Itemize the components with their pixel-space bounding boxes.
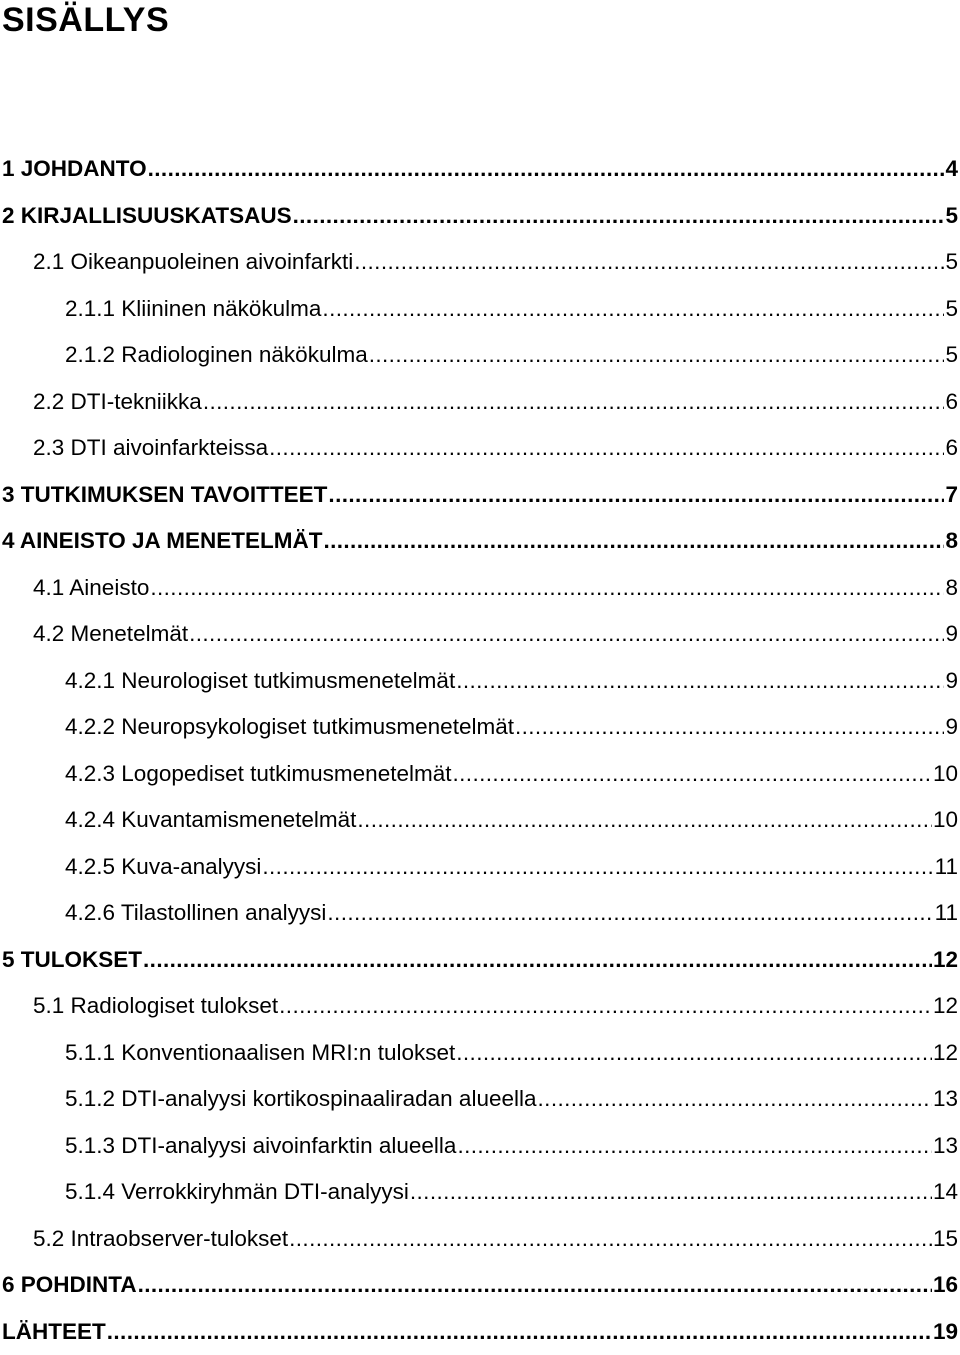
dot-leader [293,193,945,240]
toc-entry-label: 2.1.2 Radiologinen näkökulma [65,332,368,379]
toc-entry[interactable] [0,1216,958,1263]
dot-leader [452,751,931,798]
toc-entry-label: 5.1.1 Konventionaalisen MRI:n tulokset [65,1030,455,1077]
dot-leader [107,1309,932,1355]
toc-entry-label: 2 KIRJALLISUUSKATSAUS [2,193,292,240]
toc-entry[interactable] [0,1123,958,1170]
toc-entry[interactable] [0,611,958,658]
toc-entry[interactable] [0,425,958,472]
toc-entry-label: 4.2.1 Neurologiset tutkimusmenetelmät [65,658,455,705]
toc-entry[interactable] [0,704,958,751]
toc-entry[interactable] [0,332,958,379]
toc-entry-label: 3 TUTKIMUKSEN TAVOITTEET [2,472,327,519]
toc-entry[interactable] [0,379,958,426]
toc-entry[interactable] [0,1030,958,1077]
toc-entry-page-number: 9 [945,704,958,751]
toc-entry-page-number: 11 [935,890,958,937]
toc-entry-page-number: 19 [933,1309,958,1355]
toc-entry-label: 2.1 Oikeanpuoleinen aivoinfarkti [33,239,353,286]
toc-entry-page-number: 9 [945,611,958,658]
toc-entry[interactable] [0,193,958,240]
toc-entry-page-number: 12 [933,983,958,1030]
toc-entry-label: 5.2 Intraobserver-tulokset [33,1216,288,1263]
dot-leader [322,286,944,333]
dot-leader [269,425,944,472]
toc-entry-label: 4 AINEISTO JA MENETELMÄT [2,518,322,565]
toc-entry-page-number: 6 [945,379,958,426]
toc-entry-page-number: 6 [945,425,958,472]
dot-leader [354,239,944,286]
dot-leader [203,379,945,426]
toc-entry[interactable] [0,658,958,705]
dot-leader [189,611,944,658]
toc-entry-label: 5.1.3 DTI-analyysi aivoinfarktin alueella [65,1123,456,1170]
toc-entry-label: 4.2.6 Tilastollinen analyysi [65,890,326,937]
toc-entry-label: 6 POHDINTA [2,1262,137,1309]
toc-entry-page-number: 13 [933,1123,958,1170]
toc-entry-label: 4.2 Menetelmät [33,611,188,658]
toc-entry-label: 5.1.4 Verrokkiryhmän DTI-analyysi [65,1169,409,1216]
toc-entry-page-number: 9 [945,658,958,705]
toc-entry[interactable] [0,1169,958,1216]
toc-entry-page-number: 11 [935,844,958,891]
toc-entry[interactable] [0,890,958,937]
toc-entry-page-number: 12 [933,1030,958,1077]
toc-entry-label: 1 JOHDANTO [2,146,147,193]
dot-leader [148,146,945,193]
toc-entry-label: 5.1.2 DTI-analyysi kortikospinaaliradan alueella [65,1076,537,1123]
dot-leader [457,1123,932,1170]
toc-entry-page-number: 7 [945,472,958,519]
toc-entry[interactable] [0,937,958,984]
dot-leader [323,518,944,565]
toc-entry[interactable] [0,844,958,891]
toc-entry-label: 5.1 Radiologiset tulokset [33,983,278,1030]
toc-entry-label: 4.2.4 Kuvantamismenetelmät [65,797,356,844]
dot-leader [456,658,944,705]
toc-entry-page-number: 16 [933,1262,958,1309]
toc-entry-page-number: 14 [933,1169,958,1216]
toc-entry-page-number: 8 [945,518,958,565]
dot-leader [357,797,932,844]
dot-leader [410,1169,932,1216]
toc-entry[interactable] [0,518,958,565]
toc-entry-label: 5 TULOKSET [2,937,142,984]
table-of-contents [0,146,958,1355]
dot-leader [456,1030,932,1077]
dot-leader [538,1076,932,1123]
toc-entry-label: 4.1 Aineisto [33,565,149,612]
toc-entry-label: 4.2.2 Neuropsykologiset tutkimusmenetelmät [65,704,514,751]
dot-leader [150,565,944,612]
page-title: SISÄLLYS [2,0,169,40]
toc-entry-page-number: 13 [933,1076,958,1123]
toc-entry-page-number: 8 [945,565,958,612]
toc-entry-page-number: 10 [933,797,958,844]
toc-entry-label: 4.2.3 Logopediset tutkimusmenetelmät [65,751,451,798]
toc-entry[interactable] [0,751,958,798]
toc-entry[interactable] [0,286,958,333]
dot-leader [328,472,944,519]
dot-leader [143,937,932,984]
dot-leader [515,704,945,751]
toc-entry-page-number: 10 [933,751,958,798]
toc-entry[interactable] [0,239,958,286]
toc-entry-page-number: 15 [933,1216,958,1263]
toc-entry[interactable] [0,1262,958,1309]
dot-leader [262,844,933,891]
toc-entry-label: LÄHTEET [2,1309,106,1355]
toc-entry[interactable] [0,983,958,1030]
toc-entry[interactable] [0,565,958,612]
toc-entry-label: 2.2 DTI-tekniikka [33,379,202,426]
dot-leader [289,1216,932,1263]
dot-leader [327,890,933,937]
dot-leader [369,332,945,379]
toc-entry[interactable] [0,1309,958,1355]
toc-entry[interactable] [0,797,958,844]
toc-entry-label: 2.3 DTI aivoinfarkteissa [33,425,268,472]
toc-entry[interactable] [0,1076,958,1123]
toc-entry-label: 2.1.1 Kliininen näkökulma [65,286,321,333]
dot-leader [138,1262,932,1309]
toc-entry[interactable] [0,472,958,519]
toc-entry-page-number: 5 [945,332,958,379]
toc-entry[interactable] [0,146,958,193]
toc-entry-page-number: 5 [945,193,958,240]
toc-entry-page-number: 12 [933,937,958,984]
toc-entry-page-number: 4 [945,146,958,193]
toc-entry-label: 4.2.5 Kuva-analyysi [65,844,261,891]
toc-entry-page-number: 5 [945,239,958,286]
toc-entry-page-number: 5 [945,286,958,333]
dot-leader [279,983,932,1030]
